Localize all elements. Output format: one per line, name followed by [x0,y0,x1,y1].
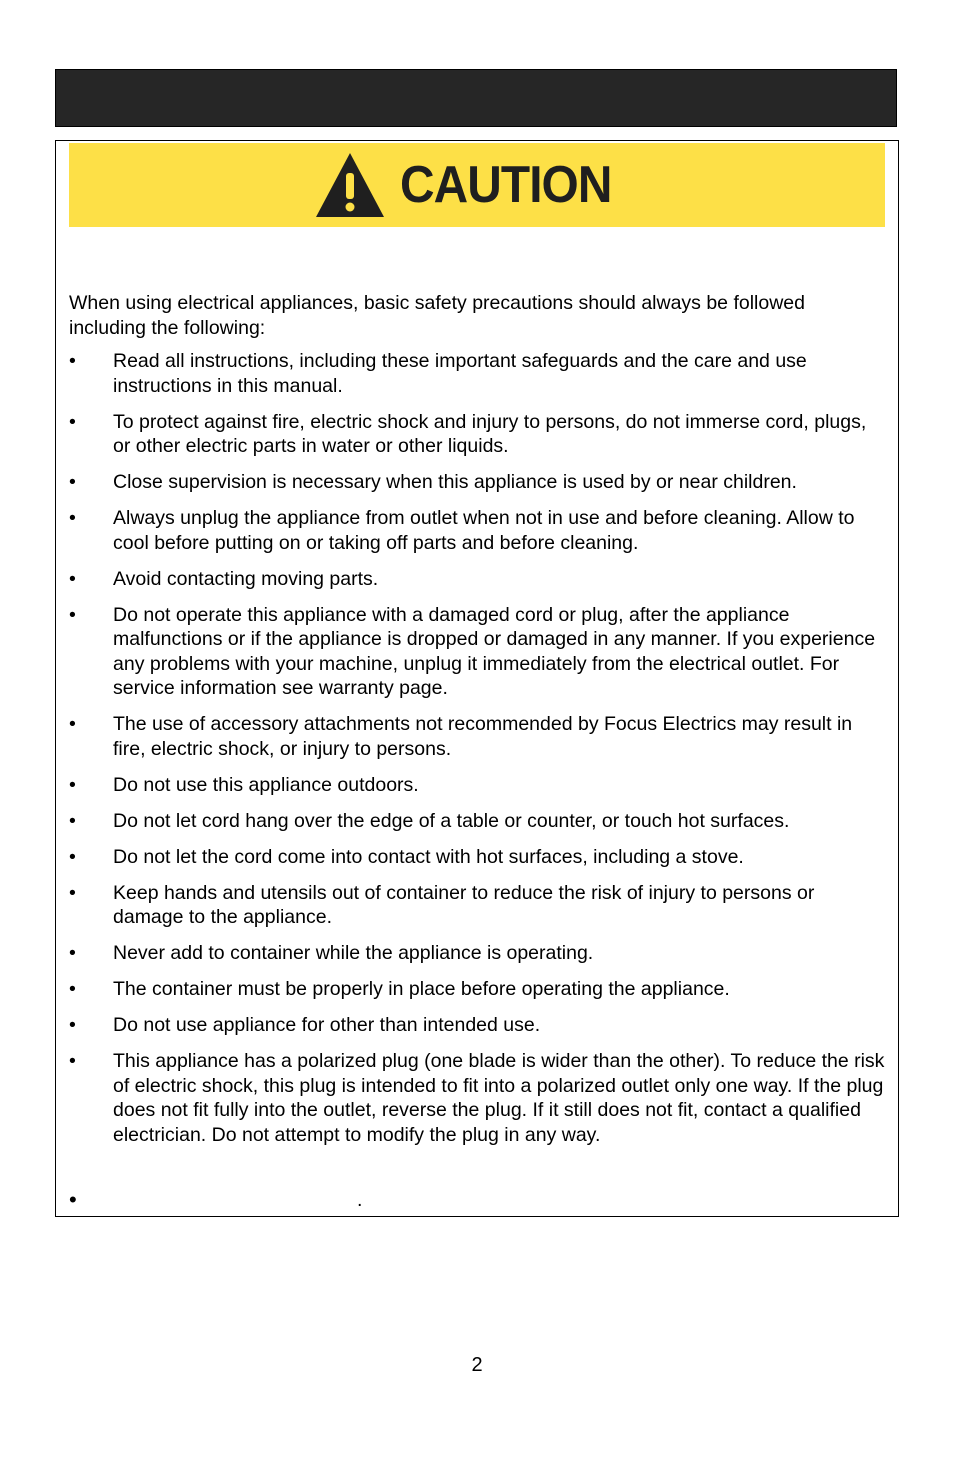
list-item-text: Avoid contacting moving parts. [113,567,379,590]
list-item-text: Always unplug the appliance from outlet when not in use and before cleaning. Allow to cool before putting on or taking off parts and before cleaning. [113,507,855,554]
list-item-text: Do not use this appliance outdoors. [113,773,419,796]
caution-label: CAUTION [400,156,612,214]
list-item-text: Do not let cord hang over the edge of a table or counter, or touch hot surfaces. [113,809,790,832]
list-item [69,881,889,930]
bullet: • [69,603,76,626]
list-item [69,941,889,966]
intro-text: When using electrical appliances, basic safety precautions should always be followed including the following: [69,292,805,339]
list-item [69,470,889,495]
list-item-text: The container must be properly in place before operating the appliance. [113,978,730,1000]
bullet: • [69,809,76,832]
list-item [69,977,889,1002]
last-item-text: . [357,1189,363,1211]
list-item-text: To protect against fire, electric shock and injury to persons, do not immerse cord, plugs, or other electric parts in water or other liquids. [113,410,867,457]
safeguards-list [69,349,889,1159]
list-item-text: Do not let the cord come into contact with hot surfaces, including a stove. [113,845,744,868]
list-item [69,1013,889,1038]
list-item [69,1049,889,1147]
list-item [69,506,889,555]
bullet: • [69,978,76,1000]
list-item [69,712,889,761]
bullet: • [69,942,76,964]
bullet: • [69,507,76,529]
bullet: • [69,410,76,433]
bullet: • [69,567,76,590]
list-item-text: Do not use appliance for other than intended use. [113,1014,541,1036]
list-item-text: The use of accessory attachments not recommended by Focus Electrics may result in fire, electric shock, or injury to persons. [113,713,853,760]
bullet: • [69,350,76,372]
bullet: • [69,713,76,735]
list-item-text: This appliance has a polarized plug (one blade is wider than the other). To reduce the risk of electric shock, this plug is intended to fit into a polarized outlet only one way. If the plug does not fit fully into the outlet, reverse the plug. If it still does not fit, contact a qualified electrician. Do not attempt to modify the plug in any way. [113,1050,885,1146]
bullet: • [69,1050,76,1072]
bullet: • [69,773,76,796]
page-number: 2 [471,1354,483,1376]
last-list-item [69,1188,889,1212]
bullet: • [69,845,76,868]
list-item [69,349,889,398]
warning-triangle-icon [314,149,386,221]
list-item-text: Close supervision is necessary when this appliance is used by or near children. [113,471,797,493]
list-item-text: Keep hands and utensils out of container to reduce the risk of injury to persons or damage to the appliance. [113,881,815,928]
bullet: • [69,1014,76,1036]
bullet: • [69,1187,77,1212]
list-item-text: Read all instructions, including these important safeguards and the care and use instructions in this manual. [113,350,807,397]
list-item [69,845,889,870]
list-item [69,809,889,834]
list-item [69,410,889,459]
list-item [69,603,889,701]
list-item [69,773,889,798]
bullet: • [69,471,76,493]
header-bar [55,69,897,127]
list-item-text: Do not operate this appliance with a damaged cord or plug, after the appliance malfunctions or if the appliance is dropped or damaged in any manner. If you experience any problems with your machine, unplug it immediately from the electrical outlet. For service information see warranty page. [113,603,876,699]
list-item [69,567,889,592]
safeguards-frame [55,140,899,1217]
bullet: • [69,881,76,904]
caution-banner [69,143,885,227]
list-item-text: Never add to container while the appliance is operating. [113,942,594,964]
